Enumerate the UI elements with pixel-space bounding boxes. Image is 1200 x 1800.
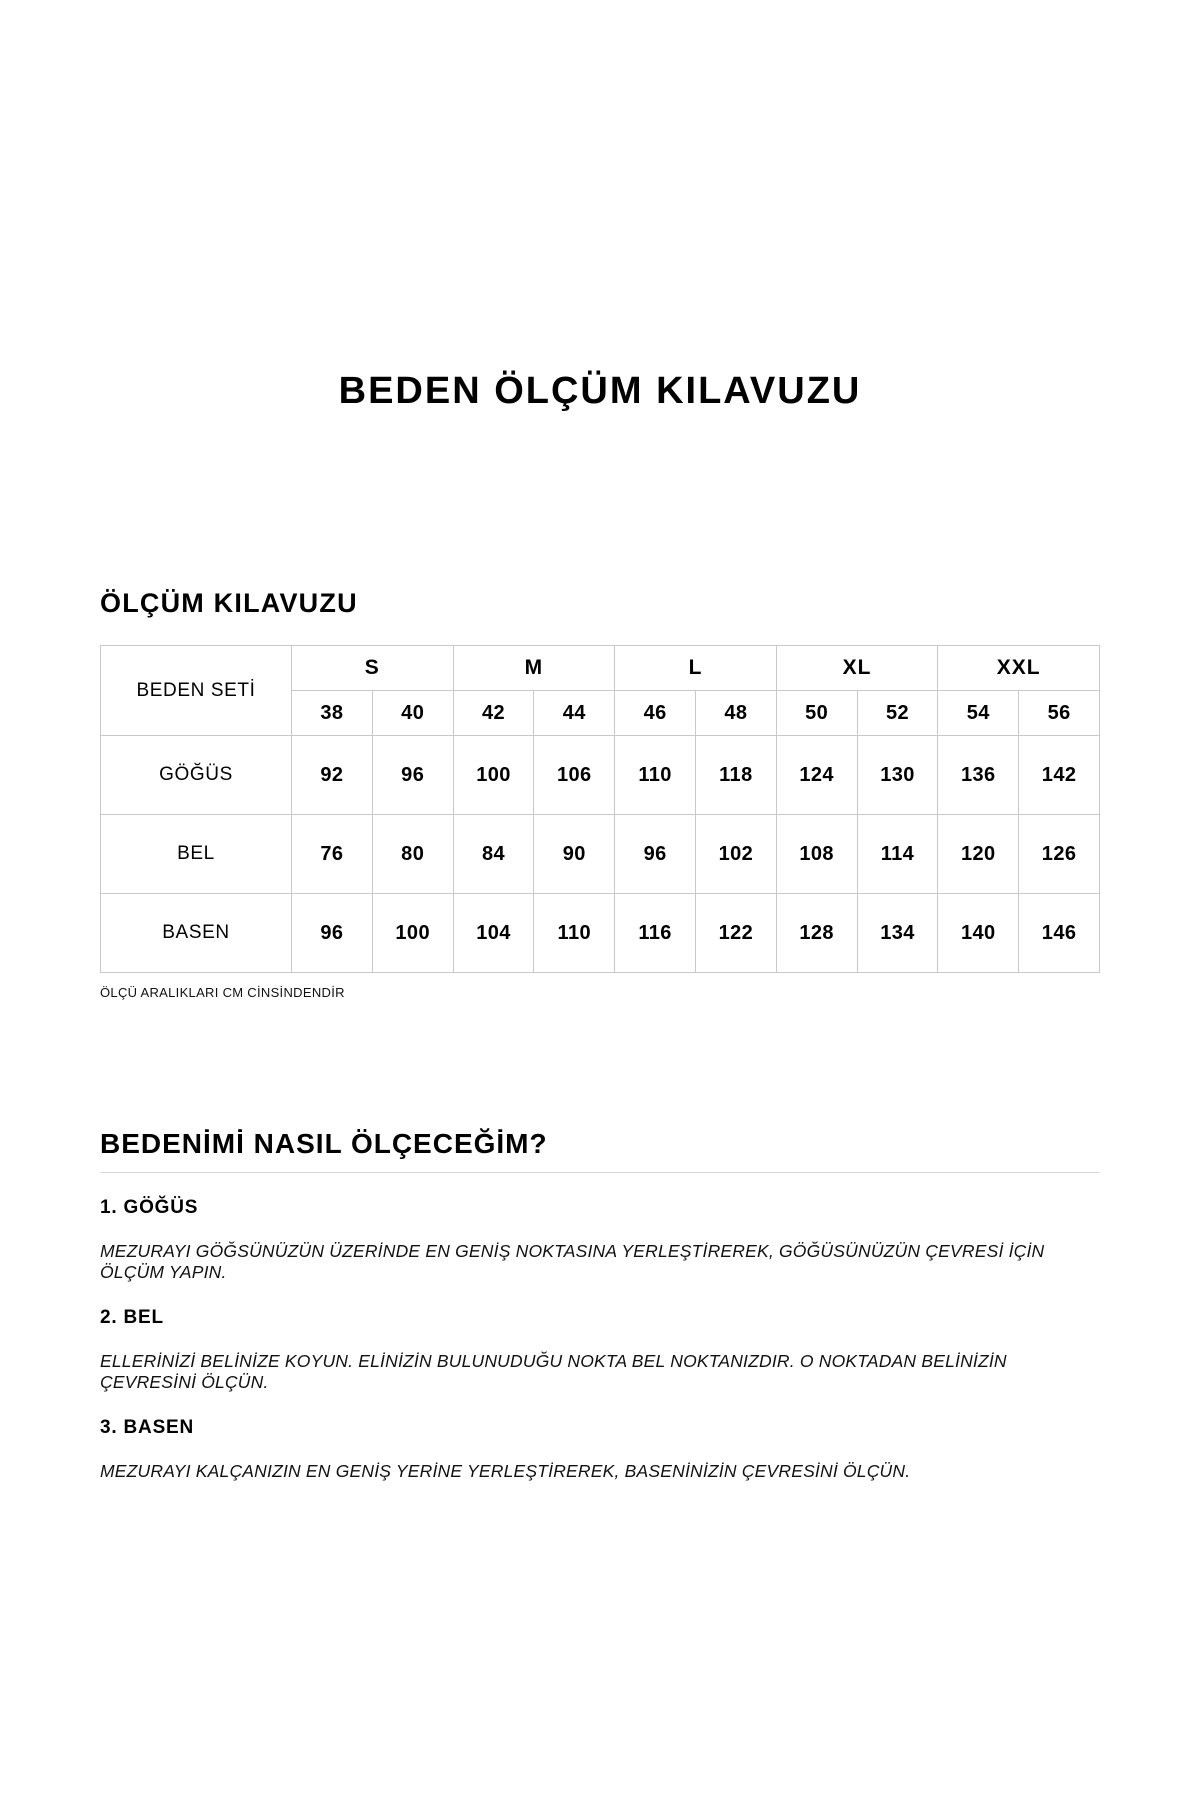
measurement-row-label: BEL	[101, 815, 292, 894]
step-text-chest: MEZURAYI GÖĞSÜNÜZÜN ÜZERİNDE EN GENİŞ NOKTASINA YERLEŞTİREREK, GÖĞÜSÜNÜZÜN ÇEVRESİ İÇİN ÖLÇÜM YAPIN.	[100, 1241, 1045, 1282]
measurement-cell: 146	[1019, 894, 1100, 973]
measurement-cell: 110	[615, 736, 696, 815]
size-chart-table	[100, 645, 1100, 973]
measurement-cell: 92	[292, 736, 373, 815]
measurement-cell: 106	[534, 736, 615, 815]
step-title-hip: 3. BASEN	[100, 1417, 195, 1438]
measurement-cell: 140	[938, 894, 1019, 973]
measurement-cell: 96	[292, 894, 373, 973]
numeric-size-cell: 50	[776, 691, 857, 736]
measurement-cell: 90	[534, 815, 615, 894]
measurement-cell: 128	[776, 894, 857, 973]
numeric-size-cell: 54	[938, 691, 1019, 736]
measurement-cell: 120	[938, 815, 1019, 894]
numeric-size-cell: 40	[372, 691, 453, 736]
table-row	[101, 815, 1100, 894]
measurement-cell: 100	[453, 736, 534, 815]
measurement-cell: 100	[372, 894, 453, 973]
table-unit-note: ÖLÇÜ ARALIKLARI CM CİNSİNDENDİR	[100, 985, 345, 1000]
size-group-header: XXL	[938, 646, 1100, 691]
step-text-waist: ELLERİNİZİ BELİNİZE KOYUN. ELİNİZİN BULUNUDUĞU NOKTA BEL NOKTANIZDIR. O NOKTADAN BELİNİZİN ÇEVRESİNİ ÖLÇÜN.	[100, 1351, 1007, 1392]
measurement-cell: 108	[776, 815, 857, 894]
page-title: BEDEN ÖLÇÜM KILAVUZU	[338, 370, 862, 412]
numeric-size-cell: 56	[1019, 691, 1100, 736]
section-heading-measurement-guide: ÖLÇÜM KILAVUZU	[100, 588, 358, 618]
measurement-row-label: GÖĞÜS	[101, 736, 292, 815]
measurement-cell: 126	[1019, 815, 1100, 894]
measurement-cell: 116	[615, 894, 696, 973]
measurement-cell: 80	[372, 815, 453, 894]
table-corner-label: BEDEN SETİ	[101, 646, 292, 736]
step-text-hip: MEZURAYI KALÇANIZIN EN GENİŞ YERİNE YERLEŞTİREREK, BASENİNİZİN ÇEVRESİNİ ÖLÇÜN.	[100, 1461, 911, 1481]
measurement-cell: 84	[453, 815, 534, 894]
measurement-cell: 110	[534, 894, 615, 973]
table-row	[101, 736, 1100, 815]
measurement-cell: 134	[857, 894, 938, 973]
measurement-cell: 114	[857, 815, 938, 894]
numeric-size-cell: 42	[453, 691, 534, 736]
table-row	[101, 646, 1100, 691]
measurement-cell: 96	[615, 815, 696, 894]
measurement-row-label: BASEN	[101, 894, 292, 973]
measurement-cell: 96	[372, 736, 453, 815]
measurement-cell: 130	[857, 736, 938, 815]
size-group-header: S	[292, 646, 454, 691]
size-group-header: XL	[776, 646, 938, 691]
numeric-size-cell: 52	[857, 691, 938, 736]
measurement-cell: 104	[453, 894, 534, 973]
numeric-size-cell: 44	[534, 691, 615, 736]
measurement-cell: 142	[1019, 736, 1100, 815]
divider	[100, 1172, 1100, 1173]
numeric-size-cell: 46	[615, 691, 696, 736]
numeric-size-cell: 38	[292, 691, 373, 736]
measurement-cell: 136	[938, 736, 1019, 815]
step-title-chest: 1. GÖĞÜS	[100, 1197, 199, 1218]
howto-heading: BEDENİMİ NASIL ÖLÇECEĞİM?	[100, 1128, 548, 1159]
measurement-cell: 102	[695, 815, 776, 894]
size-group-header: L	[615, 646, 777, 691]
size-group-header: M	[453, 646, 615, 691]
measurement-cell: 122	[695, 894, 776, 973]
numeric-size-cell: 48	[695, 691, 776, 736]
measurement-cell: 124	[776, 736, 857, 815]
measurement-cell: 76	[292, 815, 373, 894]
measurement-cell: 118	[695, 736, 776, 815]
table-row	[101, 894, 1100, 973]
step-title-waist: 2. BEL	[100, 1307, 164, 1328]
